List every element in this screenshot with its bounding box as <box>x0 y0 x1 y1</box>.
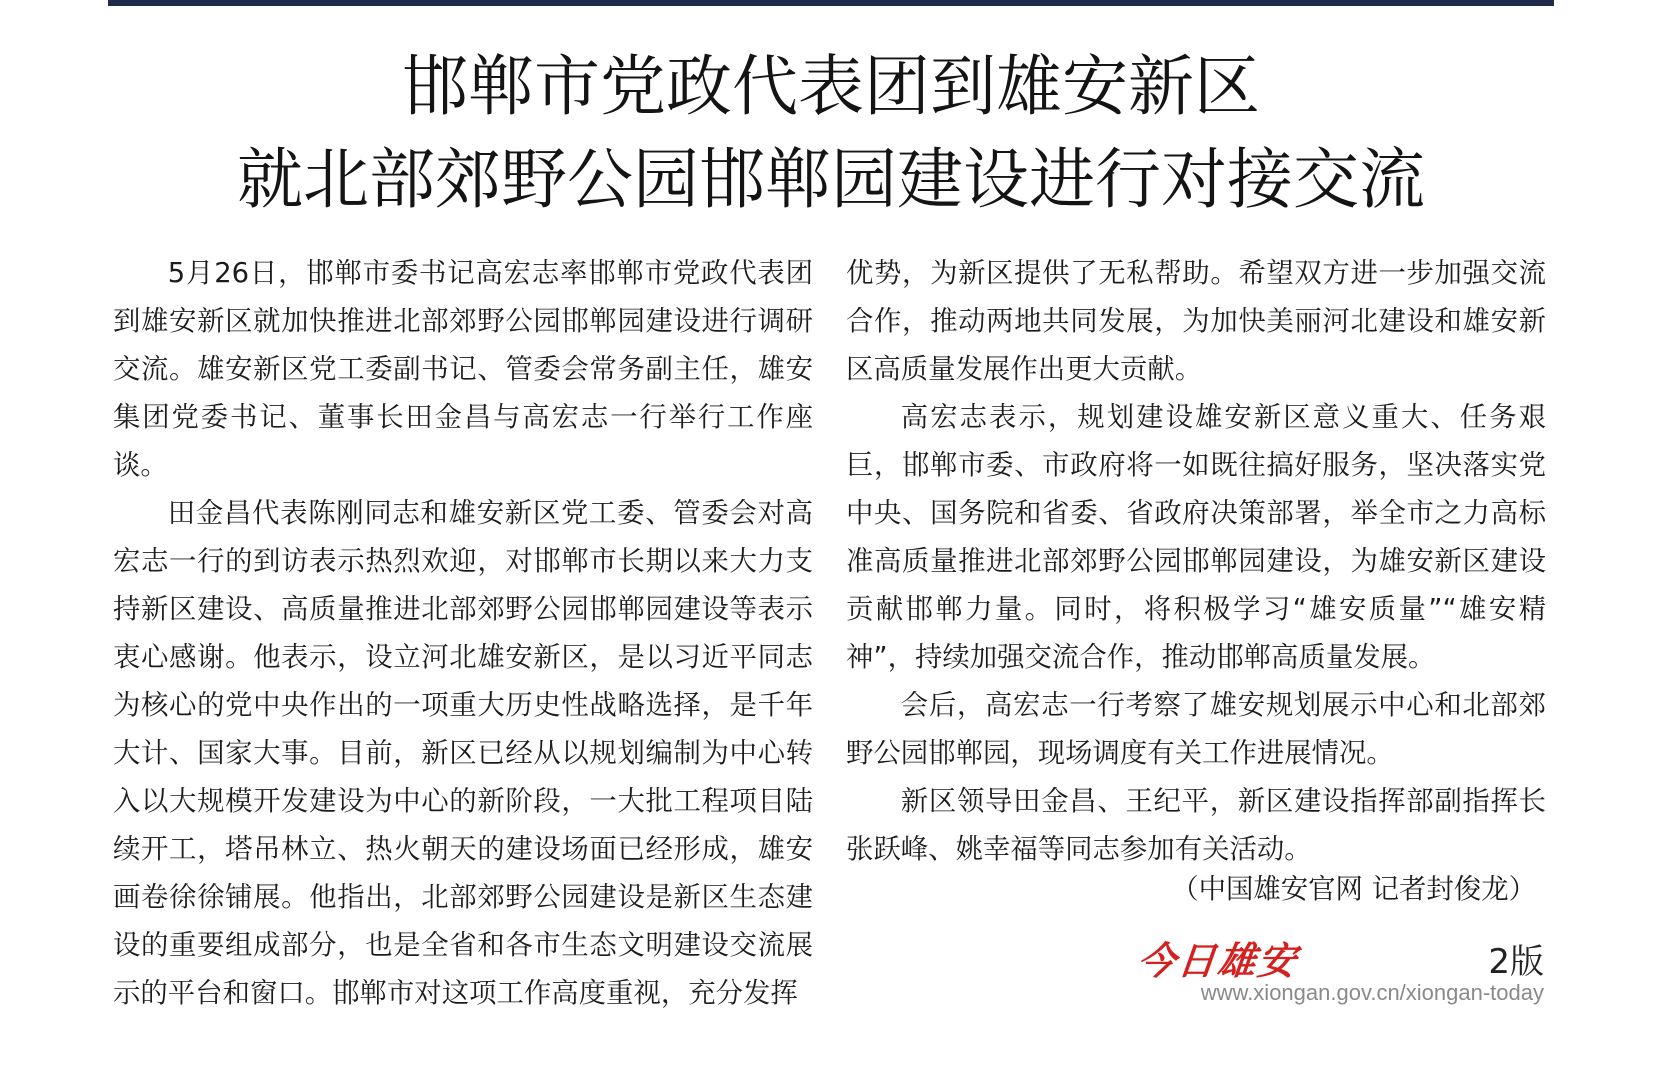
article-paragraph-2: 田金昌代表陈刚同志和雄安新区党工委、管委会对高宏志一行的到访表示热烈欢迎，对邯郸市长期以来大力支持新区建设、高质量推进北部郊野公园邯郸园建设等表示衷心感谢。他表示，设立河北雄安新区，是以习近平同志为核心的党中央作出的一项重大历史性战略选择，是千年大计、国家大事。目前，新区已经从以规划编制为中心转入以大规模开发建设为中心的新阶段，一大批工程项目陆续开工，塔吊林立、热火朝天的建设场面已经形成，雄安画卷徐徐铺展。他指出，北部郊野公园建设是新区生态建设的重要组成部分，也是全省和各市生态文明建设交流展示的平台和窗口。邯郸市对这项工作高度重视，充分发挥 <box>113 498 813 1009</box>
article-right-column <box>846 250 1546 874</box>
article-byline: （中国雄安官网 记者封俊龙） <box>1171 874 1536 905</box>
article-paragraph-5: 新区领导田金昌、王纪平，新区建设指挥部副指挥长张跃峰、姚幸福等同志参加有关活动。 <box>846 786 1546 865</box>
article-paragraph-4: 会后，高宏志一行考察了雄安规划展示中心和北部郊野公园邯郸园，现场调度有关工作进展情况。 <box>846 690 1546 769</box>
edition-label: 2版 <box>1488 942 1544 982</box>
article-paragraph-2-continued: 优势，为新区提供了无私帮助。希望双方进一步加强交流合作，推动两地共同发展，为加快美丽河北建设和雄安新区高质量发展作出更大贡献。 <box>846 258 1546 385</box>
article-paragraph-1: 5月26日，邯郸市委书记高宏志率邯郸市党政代表团到雄安新区就加快推进北部郊野公园邯郸园建设进行调研交流。雄安新区党工委副书记、管委会常务副主任，雄安集团党委书记、董事长田金昌与高宏志一行举行工作座谈。 <box>113 258 813 481</box>
source-url: www.xiongan.gov.cn/xiongan-today <box>1200 980 1544 1005</box>
article-paragraph-3: 高宏志表示，规划建设雄安新区意义重大、任务艰巨，邯郸市委、市政府将一如既往搞好服务，坚决落实党中央、国务院和省委、省政府决策部署，举全市之力高标准高质量推进北部郊野公园邯郸园建设，为雄安新区建设贡献邯郸力量。同时，将积极学习“雄安质量”“雄安精神”，持续加强交流合作，推动邯郸高质量发展。 <box>846 402 1546 673</box>
headline-line-1: 邯郸市党政代表团到雄安新区 <box>402 48 1260 125</box>
masthead-rule <box>108 0 1554 6</box>
article-left-column <box>113 250 813 1018</box>
headline <box>108 40 1554 226</box>
today-xiongan-logo: 今日雄安 <box>1135 938 1301 983</box>
headline-line-2: 就北部郊野公园邯郸园建设进行对接交流 <box>237 141 1425 218</box>
